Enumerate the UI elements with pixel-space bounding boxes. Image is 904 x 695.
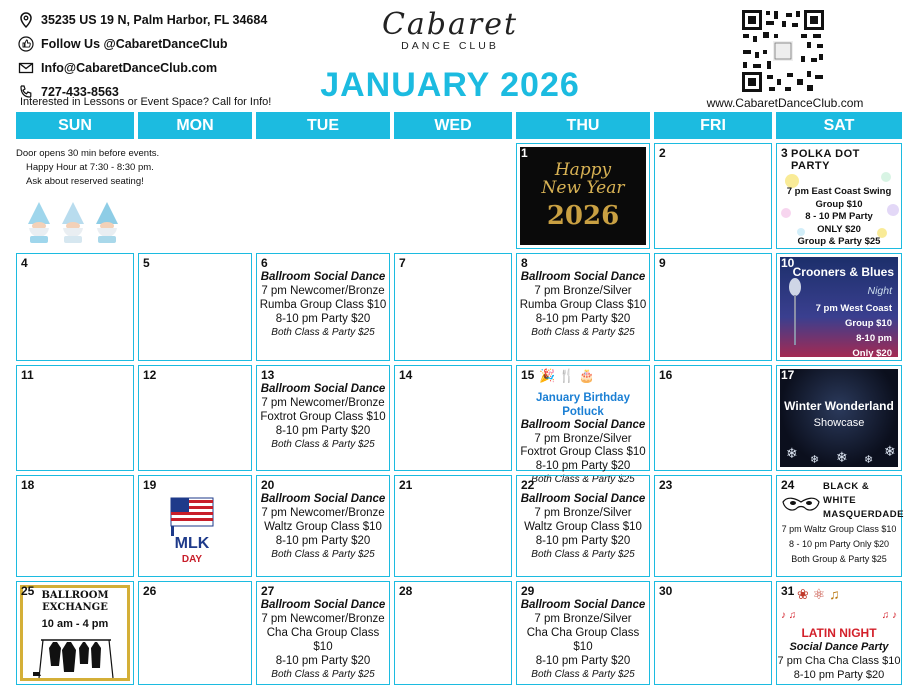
day-cell-26[interactable] xyxy=(138,581,252,685)
address-row xyxy=(18,8,318,32)
event-line: 7 pm Newcomer/Bronze xyxy=(261,285,385,297)
event-line: Foxtrot Group Class $10 xyxy=(260,411,386,423)
winter-wonderland-flyer xyxy=(780,369,898,467)
gnome-icon xyxy=(24,200,54,244)
day-cell-16[interactable] xyxy=(654,365,772,471)
event-line: 7 pm Newcomer/Bronze xyxy=(261,397,385,409)
event-line: 7 pm Bronze/Silver xyxy=(534,613,632,625)
day-number: 29 xyxy=(521,584,535,598)
happy-text: Happy xyxy=(554,160,612,180)
day-number: 31 xyxy=(781,584,795,598)
day-number: 23 xyxy=(659,478,673,492)
event-line: Foxtrot Group Class $10 xyxy=(520,446,646,458)
crooners-line: Only $20 xyxy=(852,348,892,359)
latin-subtitle: Social Dance Party xyxy=(789,641,889,653)
qr-code[interactable] xyxy=(741,9,825,93)
logo-sub: DANCE CLUB xyxy=(401,40,499,52)
event-line: Both Class & Party $25 xyxy=(271,439,375,450)
snowflake-icon: ❄ xyxy=(864,454,874,466)
email-row[interactable] xyxy=(18,56,318,80)
year-text: 2026 xyxy=(546,201,620,231)
day-number: 11 xyxy=(21,368,34,382)
event-line: Both Class & Party $25 xyxy=(271,327,375,338)
crooners-details xyxy=(816,301,892,361)
day-number: 3 xyxy=(781,146,788,160)
event-line: Cha Cha Group Class $10 xyxy=(526,627,640,653)
event-details xyxy=(257,270,389,340)
party-hat-icon: 🎉 xyxy=(539,368,556,383)
event-line: Both Class & Party $25 xyxy=(271,549,375,560)
logo-script: Cabaret xyxy=(381,7,519,42)
day-number: 2 xyxy=(659,146,666,160)
polka-details xyxy=(777,186,901,249)
latin-details xyxy=(777,640,901,682)
day-number: 24 xyxy=(781,478,795,492)
event-title: Ballroom Social Dance xyxy=(520,599,646,611)
utensils-icon: 🍴 xyxy=(558,368,575,383)
day-cell-18[interactable] xyxy=(16,475,134,577)
masquerade-line: 7 pm Waltz Group Class $10 xyxy=(781,524,897,534)
day-cell-24[interactable] xyxy=(776,475,902,577)
crooners-title: Crooners & Blues xyxy=(792,265,894,279)
weekday-sun: SUN xyxy=(16,112,134,139)
day-number: 18 xyxy=(21,478,35,492)
snowflake-icon: ❄ xyxy=(836,449,848,465)
weekday-header-row xyxy=(16,112,882,139)
event-line: 8-10 pm Party $20 xyxy=(275,535,371,547)
happy-new-year-image xyxy=(520,147,646,245)
event-line: Rumba Group Class $10 xyxy=(259,299,387,311)
follow-text: Follow Us @CabaretDanceClub xyxy=(41,37,228,51)
day-number: 15 xyxy=(521,368,535,382)
day-cell-23[interactable] xyxy=(654,475,772,577)
latin-night-title: LATIN NIGHT xyxy=(801,626,877,640)
day-cell-12[interactable] xyxy=(138,365,252,471)
event-details xyxy=(517,270,649,340)
day-cell-29[interactable] xyxy=(516,581,650,685)
day-number: 8 xyxy=(521,256,528,270)
interest-note: Interested in Lessons or Event Space? Call for Info! xyxy=(20,96,272,108)
follow-row[interactable] xyxy=(18,32,318,56)
weekday-thu: THU xyxy=(516,112,650,139)
day-cell-21[interactable] xyxy=(394,475,512,577)
masquerade-line: Both Group & Party $25 xyxy=(791,554,887,564)
event-details xyxy=(517,492,649,562)
weekday-fri: FRI xyxy=(654,112,772,139)
crooners-line: Group $10 xyxy=(845,318,892,329)
weekday-mon: MON xyxy=(138,112,252,139)
day-cell-7[interactable] xyxy=(394,253,512,361)
weekday-sat: SAT xyxy=(776,112,902,139)
day-cell-27[interactable] xyxy=(256,581,390,685)
event-line: 8-10 pm Party $20 xyxy=(535,459,631,472)
day-cell-5[interactable] xyxy=(138,253,252,361)
snowflake-icon: ❄ xyxy=(810,454,820,466)
cake-icon: 🎂 xyxy=(578,368,595,383)
phone-text: 727-433-8563 xyxy=(41,85,119,99)
envelope-icon xyxy=(18,60,34,76)
event-line: 7 pm Newcomer/Bronze xyxy=(261,507,385,519)
polka-line: 7 pm East Coast Swing xyxy=(786,186,892,197)
month-title: JANUARY 2026 xyxy=(320,66,580,104)
day-number: 27 xyxy=(261,584,275,598)
new-year-text: New Year xyxy=(541,178,625,198)
exchange-hours: 10 am - 4 pm xyxy=(41,618,109,630)
day-cell-6[interactable] xyxy=(256,253,390,361)
note-line: Happy Hour at 7:30 - 8:30 pm. xyxy=(26,162,154,173)
event-title: Ballroom Social Dance xyxy=(260,599,386,611)
event-line: 7 pm Bronze/Silver xyxy=(534,285,632,297)
day-number: 1 xyxy=(521,146,528,160)
cabaret-logo xyxy=(370,8,530,66)
event-title: Ballroom Social Dance xyxy=(520,419,646,431)
event-line: Cha Cha Group Class $10 xyxy=(266,627,380,653)
calendar-grid xyxy=(16,143,902,685)
masquerade-details xyxy=(777,522,901,567)
event-line: 7 pm Bronze/Silver xyxy=(534,507,632,519)
email-text: Info@CabaretDanceClub.com xyxy=(41,61,218,75)
thumbs-up-icon xyxy=(18,36,34,52)
event-line: Both Class & Party $25 xyxy=(271,669,375,680)
day-number: 5 xyxy=(143,256,150,270)
event-line: 8-10 pm Party $20 xyxy=(275,313,371,325)
day-cell-11[interactable] xyxy=(16,365,134,471)
day-number: 6 xyxy=(261,256,268,270)
masquerade-title xyxy=(823,480,904,522)
birthday-icons xyxy=(539,368,595,384)
day-cell-4[interactable] xyxy=(16,253,134,361)
microphone-icon xyxy=(788,277,802,347)
music-notes-icon: ♫ ♪ xyxy=(881,610,897,621)
day-number: 26 xyxy=(143,584,157,598)
day-cell-8[interactable] xyxy=(516,253,650,361)
event-line: Both Class & Party $25 xyxy=(531,474,635,485)
event-title: Ballroom Social Dance xyxy=(260,271,386,283)
crooners-line: 7 pm West Coast xyxy=(815,303,892,314)
polka-line: Group & Party $25 xyxy=(797,236,881,247)
event-notes xyxy=(16,147,266,189)
day-number: 22 xyxy=(521,478,535,492)
day-number: 25 xyxy=(21,584,35,598)
day-number: 13 xyxy=(261,368,275,382)
polka-line: Group $10 xyxy=(815,198,863,210)
latin-icons xyxy=(797,586,840,603)
blank-cell xyxy=(394,143,512,249)
latin-line: 7 pm Cha Cha Class $10 xyxy=(777,655,901,667)
masquerade-mask-icon xyxy=(781,494,821,514)
day-cell-17[interactable] xyxy=(776,365,902,471)
day-cell-28[interactable] xyxy=(394,581,512,685)
website-link[interactable]: www.CabaretDanceClub.com xyxy=(706,96,864,110)
blank-cell xyxy=(256,143,390,249)
polka-title: POLKA DOT PARTY xyxy=(791,148,860,172)
event-line: 7 pm Bronze/Silver xyxy=(534,432,632,445)
day-number: 16 xyxy=(659,368,673,382)
day-number: 10 xyxy=(781,256,795,270)
day-cell-22[interactable] xyxy=(516,475,650,577)
maracas-icon: ❀ xyxy=(797,586,809,602)
dancers-icon: ⚛ xyxy=(812,586,826,602)
day-cell-30[interactable] xyxy=(654,581,772,685)
day-number: 21 xyxy=(399,478,413,492)
day-number: 7 xyxy=(399,256,406,270)
event-line: 7 pm Newcomer/Bronze xyxy=(261,613,385,625)
day-number: 19 xyxy=(143,478,157,492)
guitar-icon: ♫ xyxy=(829,586,840,602)
day-number: 9 xyxy=(659,256,666,270)
event-line: 8-10 pm Party $20 xyxy=(535,313,631,325)
event-line: Waltz Group Class $10 xyxy=(524,521,642,533)
day-cell-1[interactable] xyxy=(516,143,650,249)
mlk-text: MLK xyxy=(174,535,210,552)
masquerade-line: 8 - 10 pm Party Only $20 xyxy=(788,539,890,549)
winter-subtitle: Showcase xyxy=(813,417,865,429)
day-number: 4 xyxy=(21,256,28,270)
winter-title: Winter Wonderland xyxy=(784,399,894,413)
polka-line: 8 - 10 PM Party xyxy=(805,211,873,222)
clothing-rack-icon xyxy=(31,636,121,680)
day-cell-19[interactable] xyxy=(138,475,252,577)
event-title: Ballroom Social Dance xyxy=(520,493,646,505)
snowflake-icon: ❄ xyxy=(884,443,896,459)
crooners-line: 8-10 pm xyxy=(856,333,892,344)
masquerade-title-line: MASQUERDADE xyxy=(823,509,904,520)
event-details xyxy=(517,392,649,487)
day-text: DAY xyxy=(181,554,203,565)
event-details xyxy=(257,382,389,452)
gnome-icon xyxy=(58,200,88,244)
event-line: 8-10 pm Party $20 xyxy=(535,535,631,547)
day-cell-25[interactable] xyxy=(16,581,134,685)
snowflake-icon: ❄ xyxy=(786,445,798,461)
crooners-blues-flyer xyxy=(780,257,898,357)
event-line: Waltz Group Class $10 xyxy=(264,521,382,533)
event-details xyxy=(517,598,649,682)
latin-line: 8-10 pm Party $20 xyxy=(793,669,885,681)
event-details xyxy=(257,598,389,682)
day-cell-13[interactable] xyxy=(256,365,390,471)
day-number: 12 xyxy=(143,368,157,382)
ballroom-exchange-flyer xyxy=(20,585,130,681)
day-cell-10[interactable] xyxy=(776,253,902,361)
day-cell-2[interactable] xyxy=(654,143,772,249)
event-title: Ballroom Social Dance xyxy=(260,493,386,505)
location-pin-icon xyxy=(18,12,34,28)
event-line: Both Class & Party $25 xyxy=(531,327,635,338)
note-line: Door opens 30 min before events. xyxy=(16,148,160,159)
masquerade-title-line: BLACK & WHITE xyxy=(823,481,870,506)
address-text: 35235 US 19 N, Palm Harbor, FL 34684 xyxy=(41,13,268,27)
music-notes-icon: ♪ ♫ xyxy=(781,610,797,621)
day-cell-20[interactable] xyxy=(256,475,390,577)
event-line: Rumba Group Class $10 xyxy=(519,299,647,311)
day-number: 28 xyxy=(399,584,413,598)
exchange-title xyxy=(23,590,127,614)
event-line: 8-10 pm Party $20 xyxy=(275,655,371,667)
gnomes-decoration xyxy=(24,200,122,244)
crooners-night: Night xyxy=(867,285,892,297)
event-line: 8-10 pm Party $20 xyxy=(535,655,631,667)
day-number: 17 xyxy=(781,368,795,382)
polka-line: ONLY $20 xyxy=(817,223,861,235)
weekday-tue: TUE xyxy=(256,112,390,139)
day-number: 20 xyxy=(261,478,275,492)
event-details xyxy=(257,492,389,562)
day-number: 14 xyxy=(399,368,413,382)
exchange-title-line: EXCHANGE xyxy=(42,602,108,613)
day-cell-31[interactable] xyxy=(776,581,902,685)
potluck-title: January Birthday Potluck xyxy=(536,392,630,418)
mlk-day-flag-icon xyxy=(167,494,217,566)
weekday-wed: WED xyxy=(394,112,512,139)
event-line: Both Class & Party $25 xyxy=(531,549,635,560)
day-number: 30 xyxy=(659,584,673,598)
day-cell-14[interactable] xyxy=(394,365,512,471)
exchange-title-line: BALLROOM xyxy=(41,590,109,601)
gnome-icon xyxy=(92,200,122,244)
note-line: Ask about reserved seating! xyxy=(26,176,144,187)
event-line: Both Class & Party $25 xyxy=(531,669,635,680)
contact-info xyxy=(18,8,318,104)
event-title: Ballroom Social Dance xyxy=(520,271,646,283)
event-title: Ballroom Social Dance xyxy=(260,383,386,395)
day-cell-3[interactable] xyxy=(776,143,902,249)
day-cell-9[interactable] xyxy=(654,253,772,361)
event-line: 8-10 pm Party $20 xyxy=(275,425,371,437)
